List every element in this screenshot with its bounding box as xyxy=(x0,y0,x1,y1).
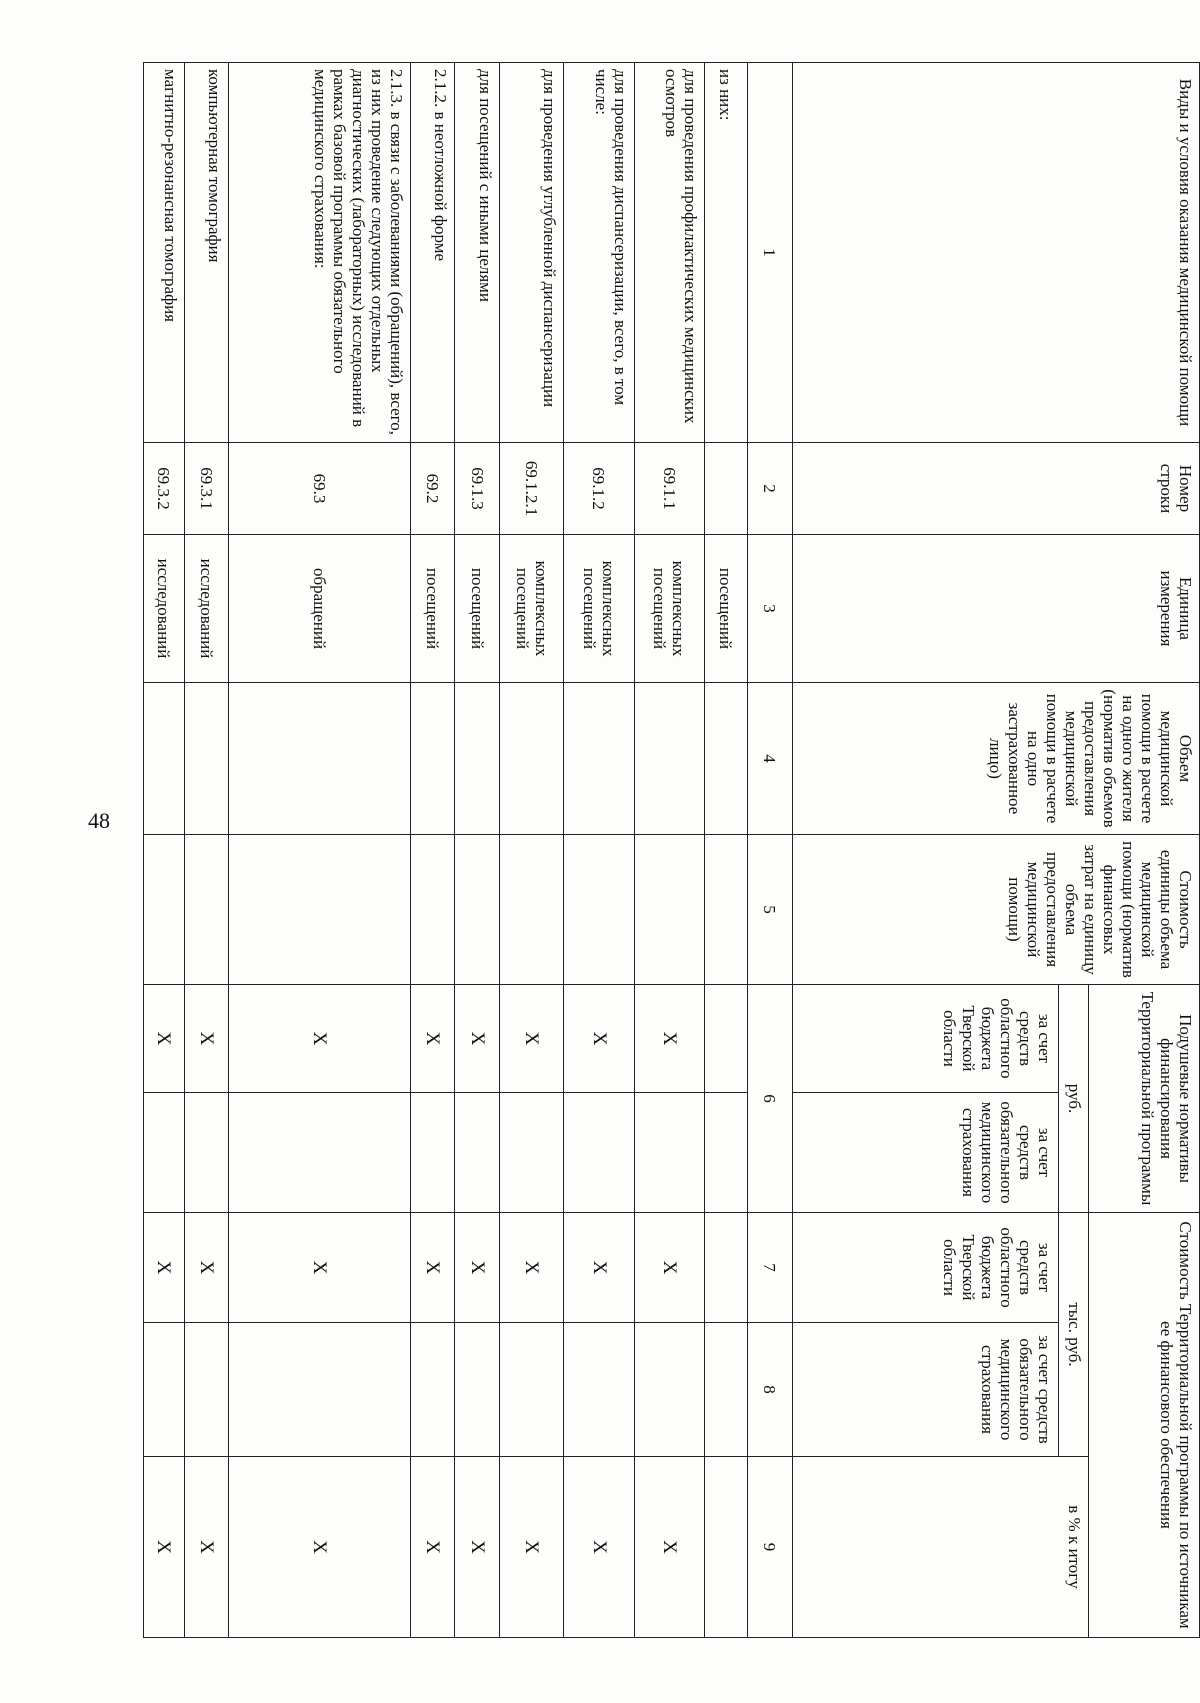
row-percent: X xyxy=(144,1457,185,1638)
table-row xyxy=(410,63,455,1638)
row-norm-budget: X xyxy=(564,985,634,1093)
row-norm-budget: X xyxy=(455,985,500,1093)
row-number: 69.1.2 xyxy=(564,443,634,535)
column-numbers-row xyxy=(747,63,792,1638)
table-row xyxy=(144,63,185,1638)
colnum-8: 8 xyxy=(747,1323,792,1457)
table-row xyxy=(229,63,410,1638)
colnum-1: 1 xyxy=(747,63,792,443)
row-unit-cost xyxy=(455,835,500,985)
row-norm-oms xyxy=(564,1093,634,1213)
header-norm-budget: за счет средств областного бюджета Тверской области xyxy=(792,985,1059,1093)
row-total-oms xyxy=(144,1323,185,1457)
row-unit-cost xyxy=(144,835,185,985)
row-kind: 2.1.2. в неотложной форме xyxy=(410,63,455,443)
colnum-3: 3 xyxy=(747,535,792,683)
row-number: 69.2 xyxy=(410,443,455,535)
row-kind: для проведения диспансеризации, всего, в том числе: xyxy=(564,63,634,443)
row-total-budget: X xyxy=(229,1213,410,1323)
row-percent: X xyxy=(500,1457,564,1638)
row-norm-budget: X xyxy=(144,985,185,1093)
row-number xyxy=(705,443,748,535)
page-number: 48 xyxy=(88,808,110,833)
row-kind: 2.1.3. в связи с заболеваниями (обращений), всего, из них проведение следующих отдельных диагностических (лабораторных) исследований в рамках базовой программы обязательного медицинского страхования: xyxy=(229,63,410,443)
colnum-6: 6 xyxy=(747,985,792,1213)
row-percent: X xyxy=(229,1457,410,1638)
row-norm-budget: X xyxy=(184,985,229,1093)
row-unit: комплексных посещений xyxy=(634,535,704,683)
row-norm-budget xyxy=(705,985,748,1093)
header-kind: Виды и условия оказания медицинской помощи xyxy=(792,63,1199,443)
row-total-oms xyxy=(705,1323,748,1457)
row-kind: из них: xyxy=(705,63,748,443)
row-norm-budget: X xyxy=(634,985,704,1093)
row-unit: исследований xyxy=(184,535,229,683)
header-per-capita-norms: Подушевые нормативы финансирования Территориальной программы xyxy=(1089,985,1200,1213)
row-percent: X xyxy=(184,1457,229,1638)
row-number: 69.1.1 xyxy=(634,443,704,535)
row-kind: для проведения профилактических медицинских осмотров xyxy=(634,63,704,443)
table-row xyxy=(455,63,500,1638)
table-row xyxy=(564,63,634,1638)
row-volume xyxy=(564,683,634,835)
financing-table xyxy=(143,62,1200,1638)
row-norm-budget: X xyxy=(500,985,564,1093)
row-total-budget: X xyxy=(500,1213,564,1323)
header-total-budget: за счет средств областного бюджета Тверской области xyxy=(792,1213,1059,1323)
row-kind: для посещений с иными целями xyxy=(455,63,500,443)
rotated-table-wrapper xyxy=(143,62,1200,1637)
row-number: 69.3.2 xyxy=(144,443,185,535)
row-total-oms xyxy=(564,1323,634,1457)
row-total-budget: X xyxy=(634,1213,704,1323)
row-total-budget xyxy=(705,1213,748,1323)
header-percent: в % к итогу xyxy=(792,1457,1089,1638)
table-row xyxy=(705,63,748,1638)
row-norm-oms xyxy=(184,1093,229,1213)
colnum-7: 7 xyxy=(747,1213,792,1323)
row-percent: X xyxy=(564,1457,634,1638)
row-total-budget: X xyxy=(144,1213,185,1323)
header-total-oms: за счет средств обязательного медицинского страхования xyxy=(792,1323,1059,1457)
row-unit: посещений xyxy=(410,535,455,683)
header-program-cost: Стоимость Территориальной программы по источникам ее финансового обеспечения xyxy=(1089,1213,1200,1638)
row-volume xyxy=(144,683,185,835)
row-unit: комплексных посещений xyxy=(564,535,634,683)
row-volume xyxy=(229,683,410,835)
row-unit-cost xyxy=(564,835,634,985)
row-kind: компьютерная томография xyxy=(184,63,229,443)
row-norm-oms xyxy=(455,1093,500,1213)
row-volume xyxy=(500,683,564,835)
row-volume xyxy=(455,683,500,835)
row-norm-oms xyxy=(705,1093,748,1213)
table-row xyxy=(184,63,229,1638)
row-unit: посещений xyxy=(705,535,748,683)
row-volume xyxy=(184,683,229,835)
row-number: 69.1.3 xyxy=(455,443,500,535)
row-total-budget: X xyxy=(184,1213,229,1323)
row-volume xyxy=(705,683,748,835)
row-volume xyxy=(634,683,704,835)
header-unit: Единица измерения xyxy=(792,535,1199,683)
row-norm-oms xyxy=(229,1093,410,1213)
row-percent: X xyxy=(634,1457,704,1638)
header-rub: руб. xyxy=(1059,985,1089,1213)
row-unit: обращений xyxy=(229,535,410,683)
row-number: 69.1.2.1 xyxy=(500,443,564,535)
table-body xyxy=(144,63,748,1638)
row-unit-cost xyxy=(229,835,410,985)
header-thousand-rub: тыс. руб. xyxy=(1059,1213,1089,1457)
header-norm-oms: за счет средств обязательного медицинского страхования xyxy=(792,1093,1059,1213)
row-unit-cost xyxy=(500,835,564,985)
row-number: 69.3 xyxy=(229,443,410,535)
row-percent xyxy=(705,1457,748,1638)
row-unit-cost xyxy=(634,835,704,985)
row-total-oms xyxy=(634,1323,704,1457)
row-norm-oms xyxy=(410,1093,455,1213)
row-volume xyxy=(410,683,455,835)
row-norm-oms xyxy=(634,1093,704,1213)
row-unit: посещений xyxy=(455,535,500,683)
row-percent: X xyxy=(410,1457,455,1638)
row-total-oms xyxy=(455,1323,500,1457)
row-unit-cost xyxy=(410,835,455,985)
row-total-oms xyxy=(229,1323,410,1457)
row-percent: X xyxy=(455,1457,500,1638)
colnum-9: 9 xyxy=(747,1457,792,1638)
colnum-4: 4 xyxy=(747,683,792,835)
row-norm-oms xyxy=(500,1093,564,1213)
table-row xyxy=(500,63,564,1638)
row-unit-cost xyxy=(184,835,229,985)
row-kind: магнитно-резонансная томография xyxy=(144,63,185,443)
row-total-oms xyxy=(410,1323,455,1457)
row-total-budget: X xyxy=(455,1213,500,1323)
row-total-oms xyxy=(500,1323,564,1457)
row-norm-budget: X xyxy=(410,985,455,1093)
row-norm-budget: X xyxy=(229,985,410,1093)
colnum-2: 2 xyxy=(747,443,792,535)
header-volume: Объем медицинской помощи в расчете на одного жителя (норматив объемов предоставления медицинской помощи в расчете на одно застрахованное лицо) xyxy=(792,683,1199,835)
header-row-number: Номер строки xyxy=(792,443,1199,535)
row-number: 69.3.1 xyxy=(184,443,229,535)
row-norm-oms xyxy=(144,1093,185,1213)
row-total-budget: X xyxy=(564,1213,634,1323)
table-row xyxy=(634,63,704,1638)
row-unit-cost xyxy=(705,835,748,985)
row-unit: исследований xyxy=(144,535,185,683)
row-total-oms xyxy=(184,1323,229,1457)
colnum-5: 5 xyxy=(747,835,792,985)
header-unit-cost: Стоимость единицы объема медицинской помощи (норматив финансовых затрат на единицу объема предоставления медицинской помощи) xyxy=(792,835,1199,985)
row-kind: для проведения углубленной диспансеризации xyxy=(500,63,564,443)
row-total-budget: X xyxy=(410,1213,455,1323)
row-unit: комплексных посещений xyxy=(500,535,564,683)
